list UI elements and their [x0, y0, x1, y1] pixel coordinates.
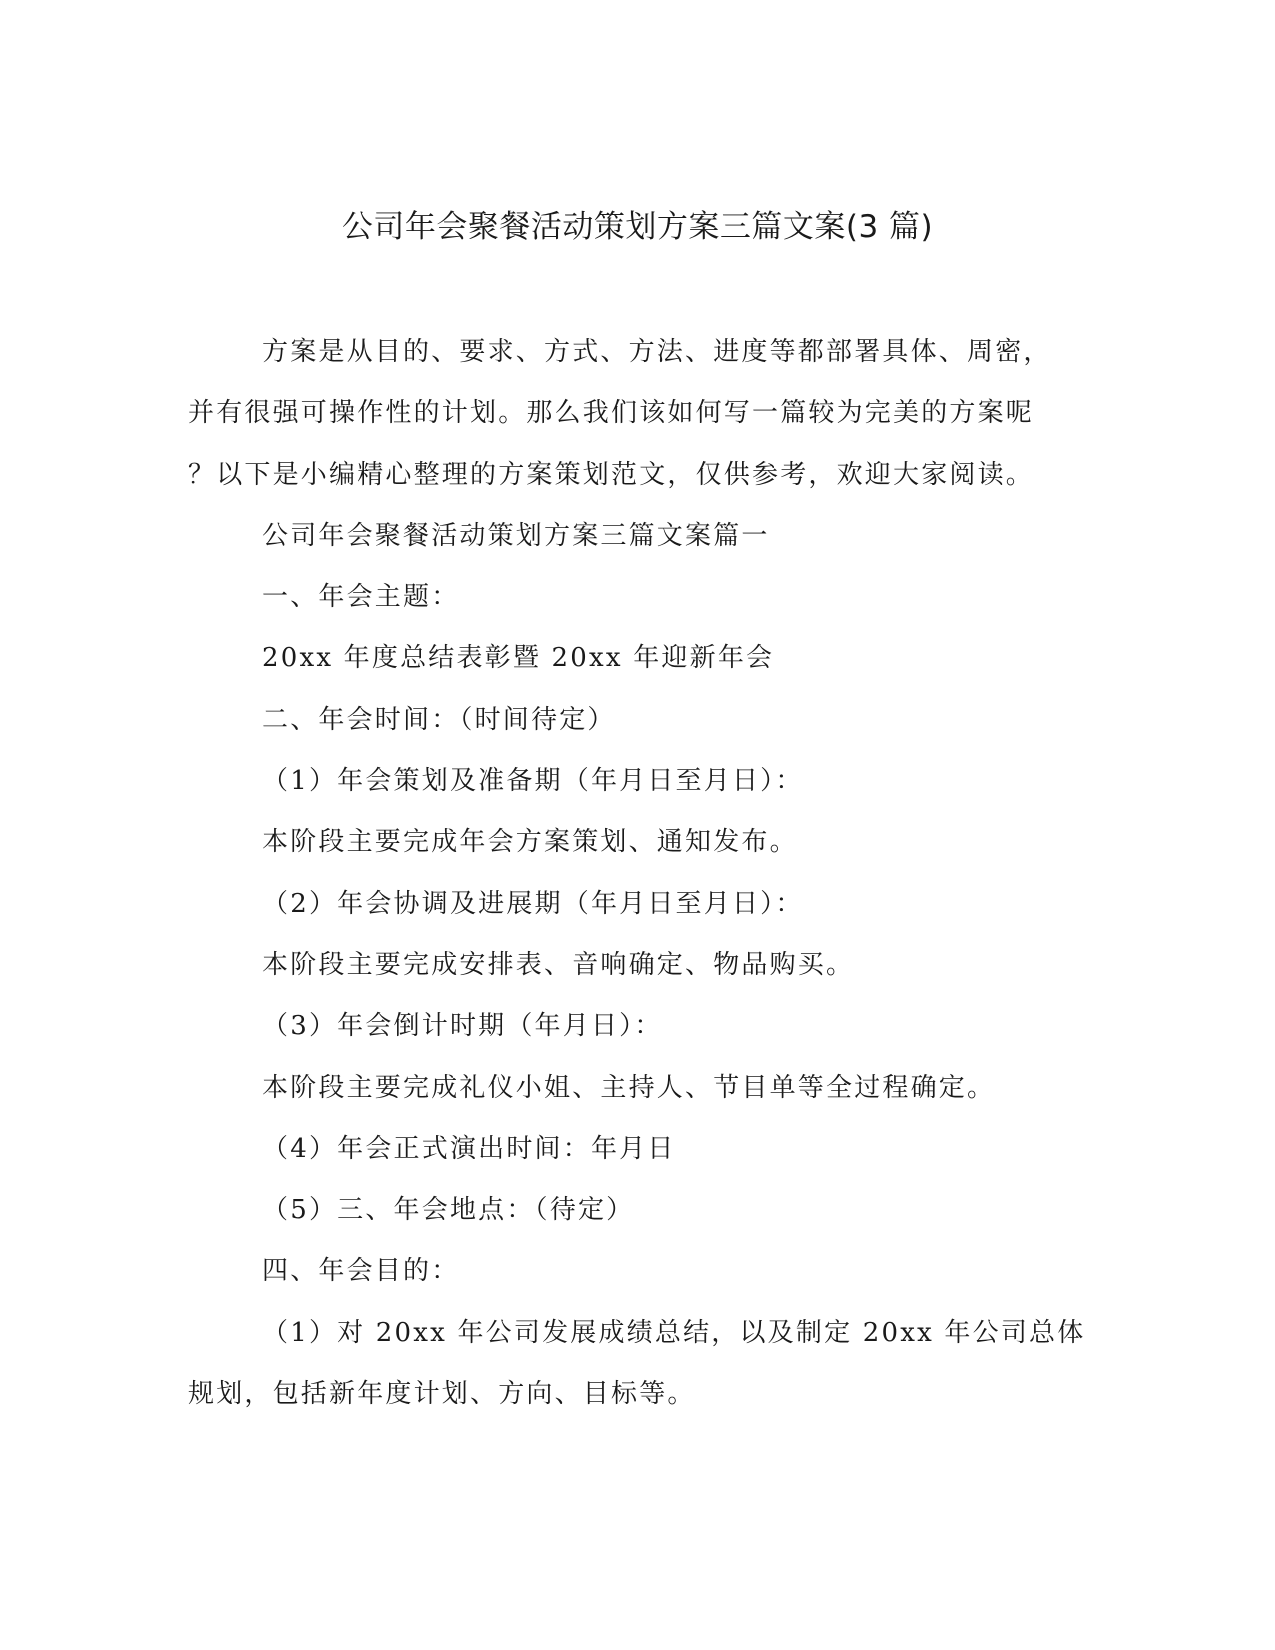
time-item-3: （3）年会倒计时期（年月日）：: [262, 1011, 663, 1042]
time-item-3-text: 本阶段主要完成礼仪小姐、主持人、节目单等全过程确定。: [262, 1072, 996, 1103]
purpose-item-1-line-2: 规划，包括新年度计划、方向、目标等。: [188, 1379, 696, 1410]
intro-line-1: 方案是从目的、要求、方式、方法、进度等都部署具体、周密，: [262, 337, 1052, 367]
time-item-4: （4）年会正式演出时间：年月日: [262, 1133, 676, 1164]
theme-heading: 一、年会主题：: [262, 582, 460, 613]
intro-line-2: 并有很强可操作性的计划。那么我们该如何写一篇较为完美的方案呢: [188, 398, 1035, 429]
document-title: 公司年会聚餐活动策划方案三篇文案(3 篇): [341, 209, 934, 245]
section-heading-1: 公司年会聚餐活动策划方案三篇文案篇一: [262, 520, 770, 551]
purpose-item-1-line-1: （1）对 20xx 年公司发展成绩总结，以及制定 20xx 年公司总体: [262, 1317, 1086, 1348]
time-heading: 二、年会时间：（时间待定）: [262, 704, 616, 735]
intro-line-3: ？以下是小编精心整理的方案策划范文，仅供参考，欢迎大家阅读。: [188, 459, 1035, 490]
theme-text: 20xx 年度总结表彰暨 20xx 年迎新年会: [262, 643, 775, 674]
time-item-1: （1）年会策划及准备期（年月日至月日）：: [262, 766, 804, 797]
time-item-1-text: 本阶段主要完成年会方案策划、通知发布。: [262, 827, 798, 858]
document-body: [188, 322, 1086, 1425]
time-item-5: （5）三、年会地点：（待定）: [262, 1195, 635, 1226]
time-item-2: （2）年会协调及进展期（年月日至月日）：: [262, 888, 804, 919]
purpose-heading: 四、年会目的：: [262, 1256, 460, 1287]
time-item-2-text: 本阶段主要完成安排表、音响确定、物品购买。: [262, 949, 855, 980]
